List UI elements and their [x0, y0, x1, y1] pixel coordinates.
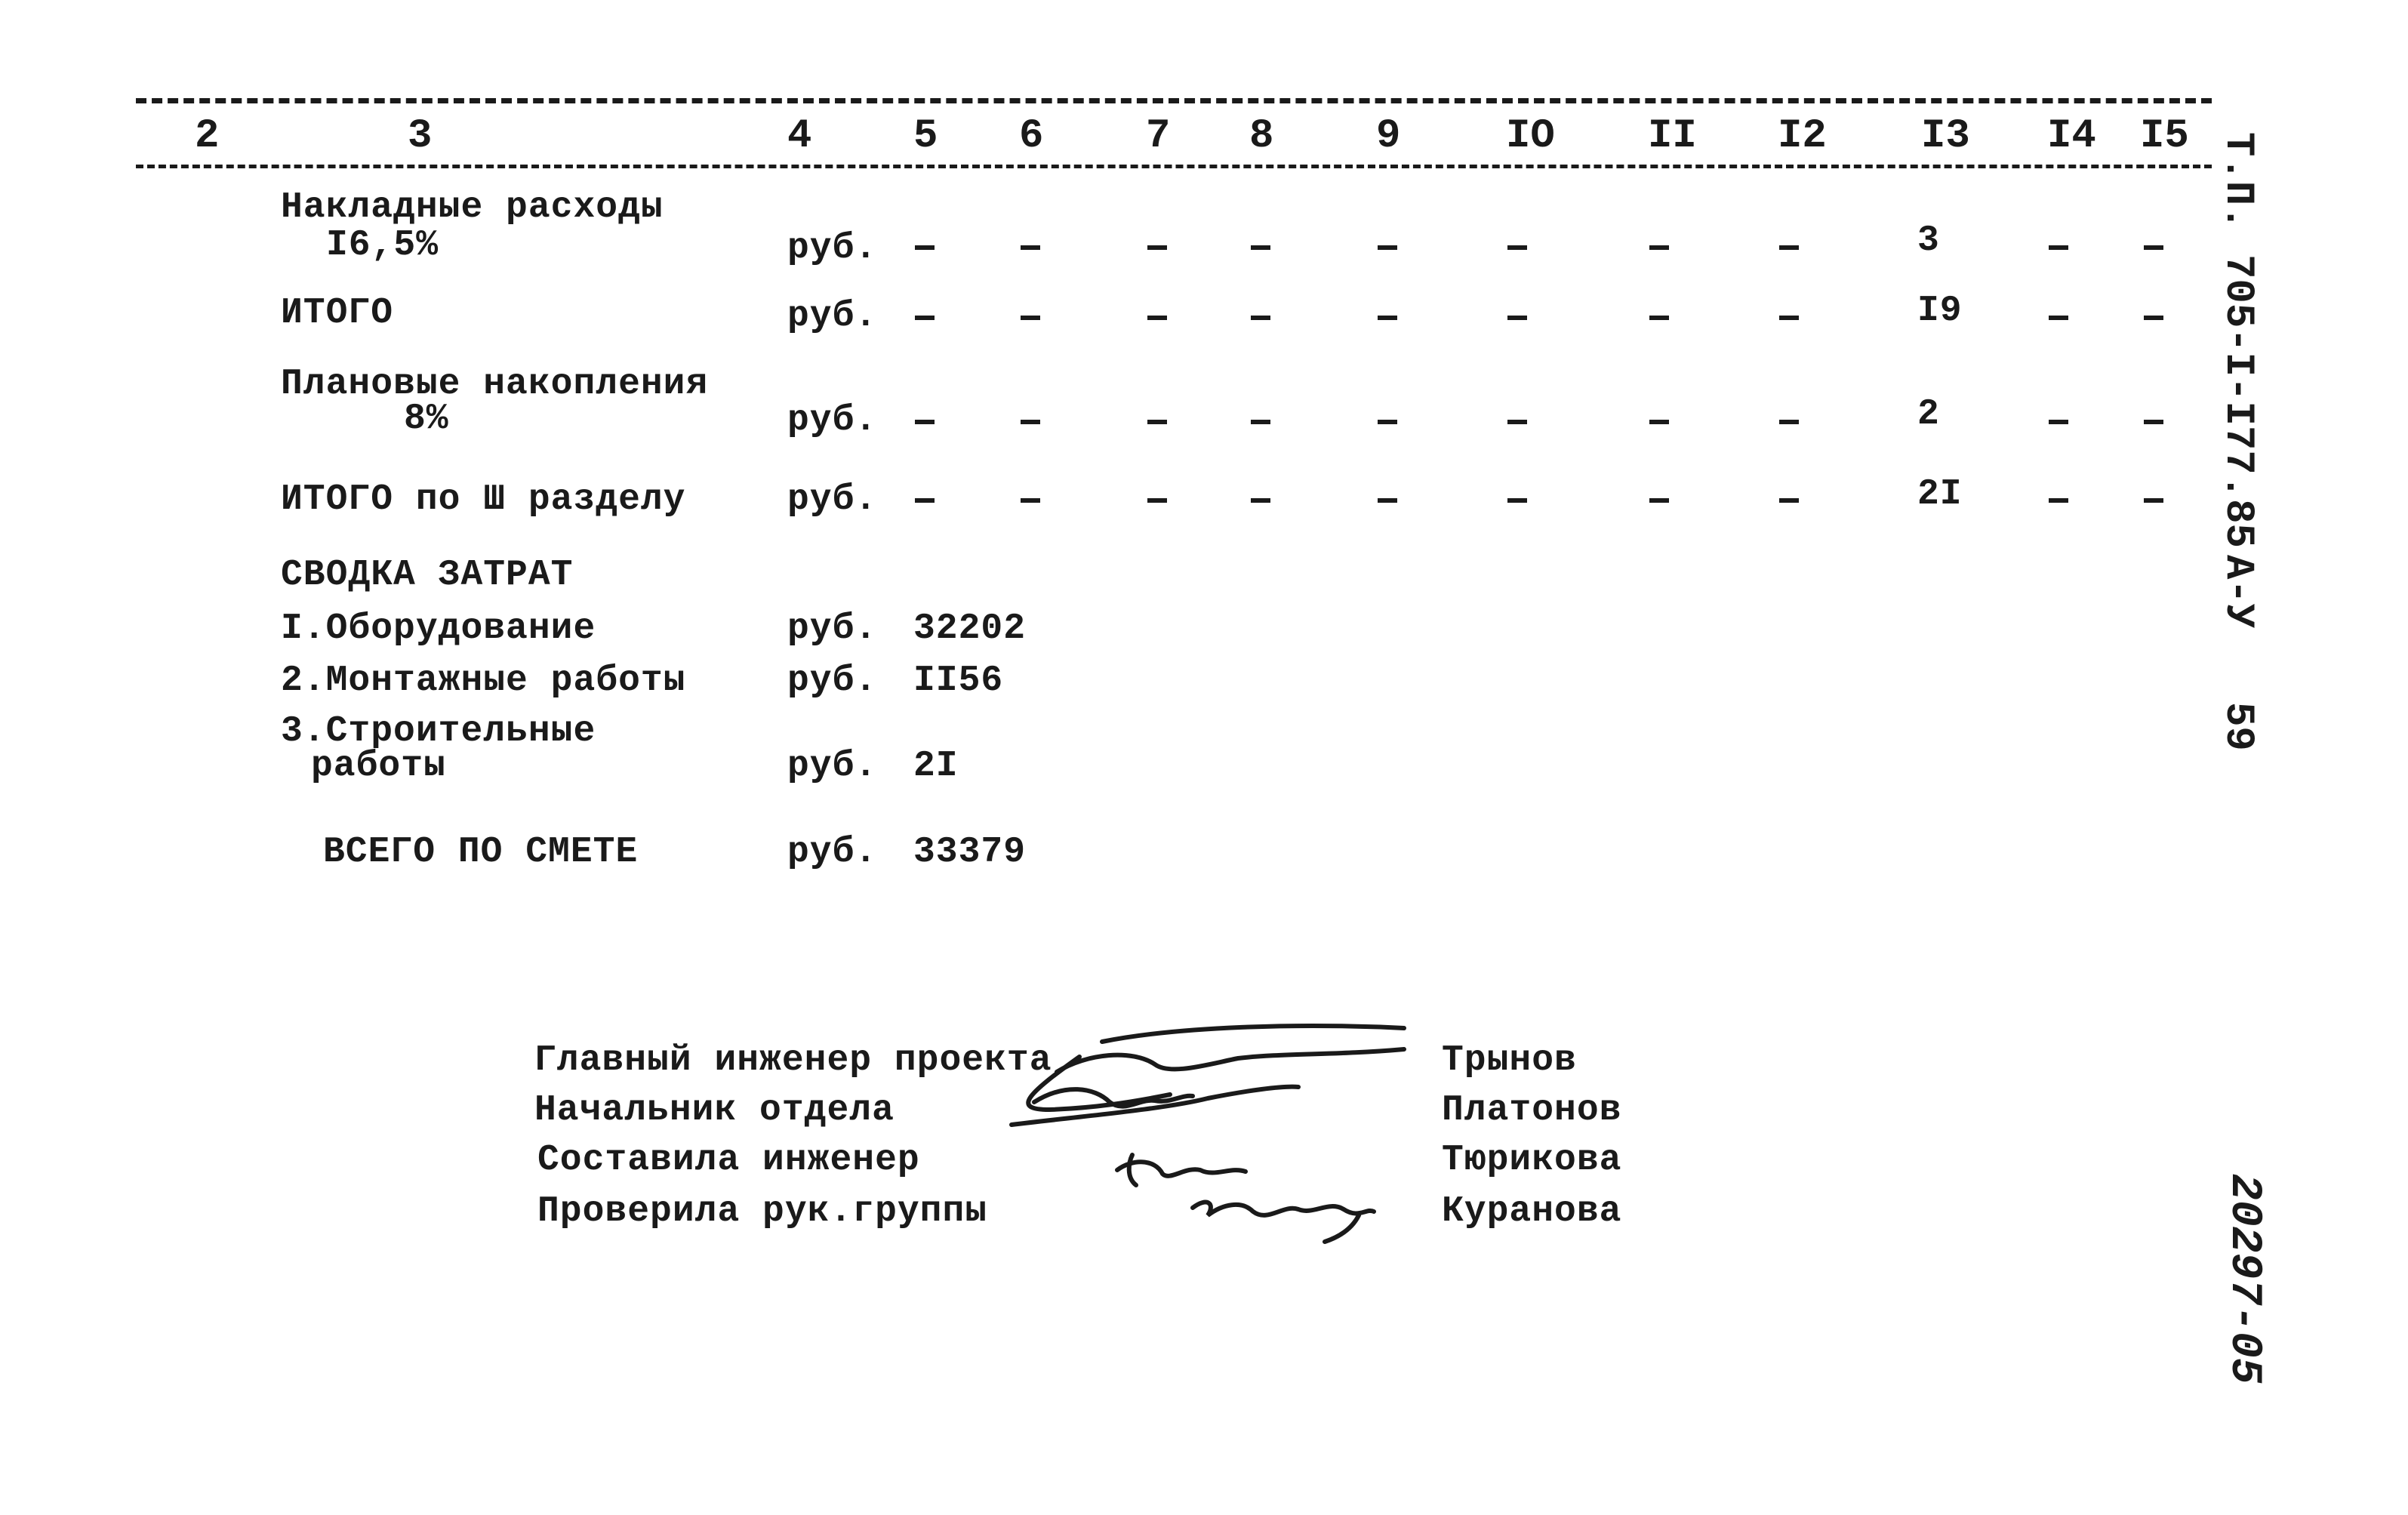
dash-mark	[1378, 245, 1397, 250]
handwritten-signatures	[981, 1012, 1449, 1261]
header-top-rule	[136, 98, 2212, 103]
dash-mark	[1021, 498, 1040, 503]
dash-mark	[1779, 245, 1799, 250]
col-number: 9	[1376, 113, 1401, 159]
summary-item-unit: руб.	[787, 661, 878, 701]
dash-mark	[1649, 420, 1669, 424]
col-number: 8	[1249, 113, 1274, 159]
summary-title: СВОДКА ЗАТРАТ	[281, 555, 574, 596]
row-label: Накладные расходы	[281, 187, 664, 228]
row-unit: руб.	[787, 479, 878, 520]
summary-item-unit: руб.	[787, 608, 878, 649]
header-bottom-rule	[136, 165, 2212, 168]
col-number: I4	[2047, 113, 2096, 159]
dash-mark	[915, 316, 935, 320]
dash-mark	[1649, 498, 1669, 503]
dash-mark	[2144, 316, 2163, 320]
signature-role: Проверила рук.группы	[537, 1191, 988, 1232]
dash-mark	[2049, 316, 2068, 320]
signature-name: Куранова	[1442, 1191, 1622, 1232]
row-label: ИТОГО по Ш разделу	[281, 479, 686, 520]
signature-name: Платонов	[1442, 1090, 1622, 1131]
dash-mark	[1251, 316, 1270, 320]
col-number: I2	[1778, 113, 1827, 159]
dash-mark	[1507, 420, 1527, 424]
dash-mark	[1251, 420, 1270, 424]
dash-mark	[1147, 245, 1167, 250]
inventory-number: 20297-05	[2219, 1174, 2268, 1384]
dash-mark	[915, 420, 935, 424]
dash-mark	[1251, 245, 1270, 250]
row-value-col13: I9	[1917, 291, 1963, 331]
row-label: Плановые накопления	[281, 364, 709, 405]
row-value-col13: 2I	[1917, 474, 1963, 515]
dash-mark	[2049, 420, 2068, 424]
signature-name: Тюрикова	[1442, 1140, 1622, 1181]
dash-mark	[1147, 498, 1167, 503]
dash-mark	[1021, 420, 1040, 424]
col-number: 3	[408, 113, 433, 159]
dash-mark	[1378, 420, 1397, 424]
col-number: IO	[1506, 113, 1555, 159]
dash-mark	[1507, 498, 1527, 503]
signature-role: Составила инженер	[537, 1140, 920, 1181]
page-number: 59	[2215, 702, 2261, 751]
col-number: 5	[913, 113, 938, 159]
dash-mark	[915, 245, 935, 250]
dash-mark	[1779, 498, 1799, 503]
dash-mark	[1021, 245, 1040, 250]
summary-item-label-cont: работы	[311, 746, 446, 787]
summary-item-value: 2I	[913, 746, 959, 787]
row-unit: руб.	[787, 296, 878, 337]
col-number: 4	[787, 113, 812, 159]
summary-item-label: 2.Монтажные работы	[281, 661, 686, 701]
row-sublabel: I6,5%	[326, 225, 439, 266]
col-number: II	[1648, 113, 1697, 159]
dash-mark	[2144, 245, 2163, 250]
col-number: 6	[1019, 113, 1044, 159]
signature-role: Главный инженер проекта	[534, 1040, 1052, 1081]
dash-mark	[2049, 498, 2068, 503]
row-value-col13: 3	[1917, 220, 1940, 261]
row-label: ИТОГО	[281, 293, 394, 334]
dash-mark	[1251, 498, 1270, 503]
dash-mark	[1649, 245, 1669, 250]
album-label: А-У	[2215, 555, 2261, 629]
col-number: I3	[1921, 113, 1970, 159]
dash-mark	[1507, 316, 1527, 320]
row-unit: руб.	[787, 228, 878, 269]
dash-mark	[1507, 245, 1527, 250]
total-label: ВСЕГО ПО СМЕТЕ	[323, 832, 639, 873]
dash-mark	[1779, 316, 1799, 320]
dash-mark	[1779, 420, 1799, 424]
signature-role: Начальник отдела	[534, 1090, 895, 1131]
signature-name: Трынов	[1442, 1040, 1577, 1081]
document-code: Т.П. 705-I-I77.85	[2215, 132, 2261, 548]
row-sublabel: 8%	[404, 399, 449, 439]
row-value-col13: 2	[1917, 394, 1940, 435]
dash-mark	[1649, 316, 1669, 320]
dash-mark	[2144, 498, 2163, 503]
col-number: 7	[1146, 113, 1171, 159]
dash-mark	[1378, 316, 1397, 320]
summary-item-value: II56	[913, 661, 1004, 701]
dash-mark	[2049, 245, 2068, 250]
col-number: 2	[195, 113, 220, 159]
summary-item-label: I.Оборудование	[281, 608, 596, 649]
row-unit: руб.	[787, 400, 878, 441]
col-number: I5	[2140, 113, 2189, 159]
summary-item-value: 32202	[913, 608, 1027, 649]
dash-mark	[1378, 498, 1397, 503]
total-value: 33379	[913, 832, 1027, 873]
summary-item-label: 3.Строительные	[281, 711, 596, 752]
dash-mark	[1147, 420, 1167, 424]
dash-mark	[915, 498, 935, 503]
summary-item-unit: руб.	[787, 746, 878, 787]
dash-mark	[1021, 316, 1040, 320]
dash-mark	[1147, 316, 1167, 320]
total-unit: руб.	[787, 832, 878, 873]
dash-mark	[2144, 420, 2163, 424]
